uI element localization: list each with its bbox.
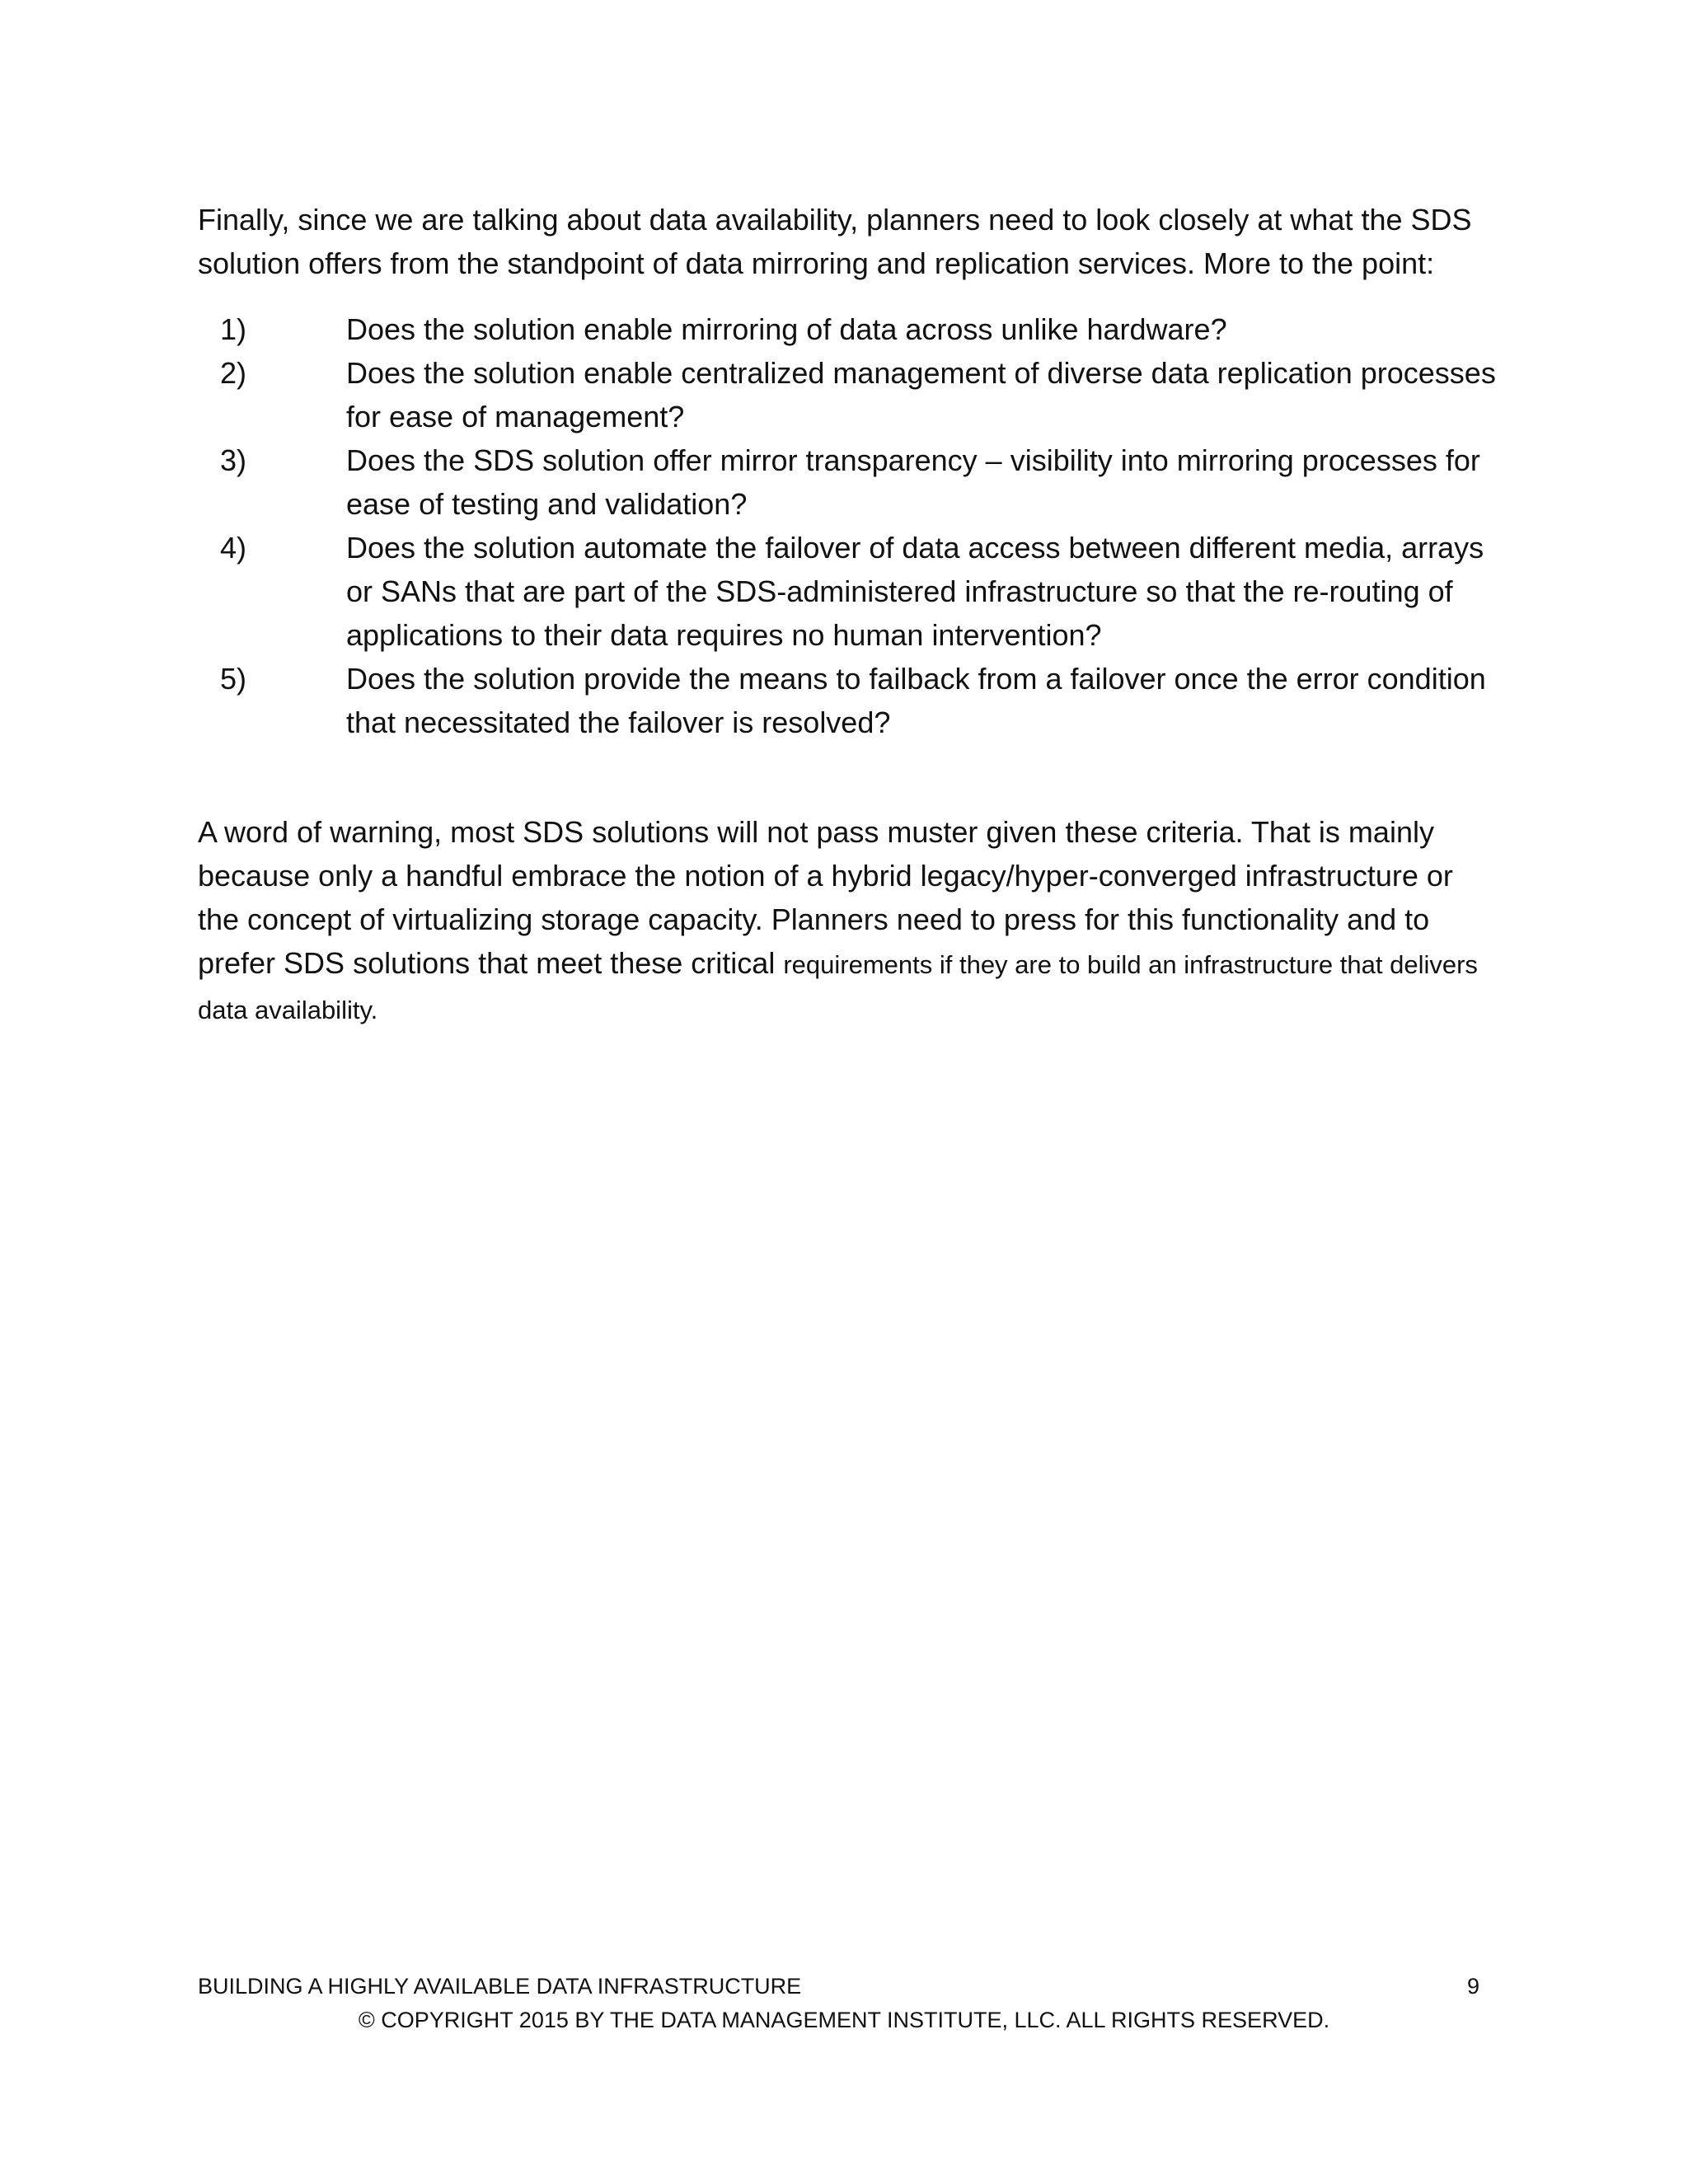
list-number: 1) bbox=[220, 312, 247, 346]
list-number: 3) bbox=[220, 443, 247, 477]
list-text: Does the SDS solution offer mirror transparency – visibility into mirroring processes for ease of testing and validation? bbox=[346, 443, 1480, 521]
question-list bbox=[198, 307, 1500, 744]
list-number: 2) bbox=[220, 356, 247, 390]
list-text: Does the solution automate the failover of data access between different media, arrays or SANs that are part of the SDS-administered infrastructure so that the re-routing of applications to their data requires no human intervention? bbox=[346, 531, 1484, 652]
list-text: Does the solution provide the means to failback from a failover once the error condition that necessitated the failover is resolved? bbox=[346, 662, 1486, 739]
page-body bbox=[198, 198, 1500, 1032]
list-text: Does the solution enable centralized management of diverse data replication processes for ease of management? bbox=[346, 356, 1496, 434]
list-item bbox=[198, 657, 1500, 744]
warning-paragraph bbox=[198, 810, 1500, 1032]
intro-paragraph: Finally, since we are talking about data availability, planners need to look closely at what the SDS solution offers from the standpoint of data mirroring and replication services. More to the point: bbox=[198, 203, 1472, 280]
footer-copyright: © COPYRIGHT 2015 BY THE DATA MANAGEMENT INSTITUTE, LLC. ALL RIGHTS RESERVED. bbox=[358, 2008, 1330, 2032]
list-item bbox=[198, 307, 1500, 351]
footer-title: BUILDING A HIGHLY AVAILABLE DATA INFRASTRUCTURE bbox=[198, 1974, 802, 1999]
warning-text-tail: requirements if they are to build an infrastructure that delivers data availability. bbox=[198, 950, 1478, 1024]
page-number: 9 bbox=[1467, 1974, 1480, 1999]
list-number: 4) bbox=[220, 531, 247, 565]
list-item bbox=[198, 526, 1500, 657]
list-text: Does the solution enable mirroring of data across unlike hardware? bbox=[346, 312, 1227, 346]
warning-text: A word of warning, most SDS solutions will not pass muster given these criteria. That is mainly because only a handful embrace the notion of a hybrid legacy/hyper-converged infrastructure or the concept of virtualizing storage capacity. Planners need to press for this functionality and to prefer SDS solutions that meet these critical bbox=[198, 815, 1453, 980]
list-item bbox=[198, 438, 1500, 526]
list-item bbox=[198, 351, 1500, 438]
list-number: 5) bbox=[220, 662, 247, 696]
